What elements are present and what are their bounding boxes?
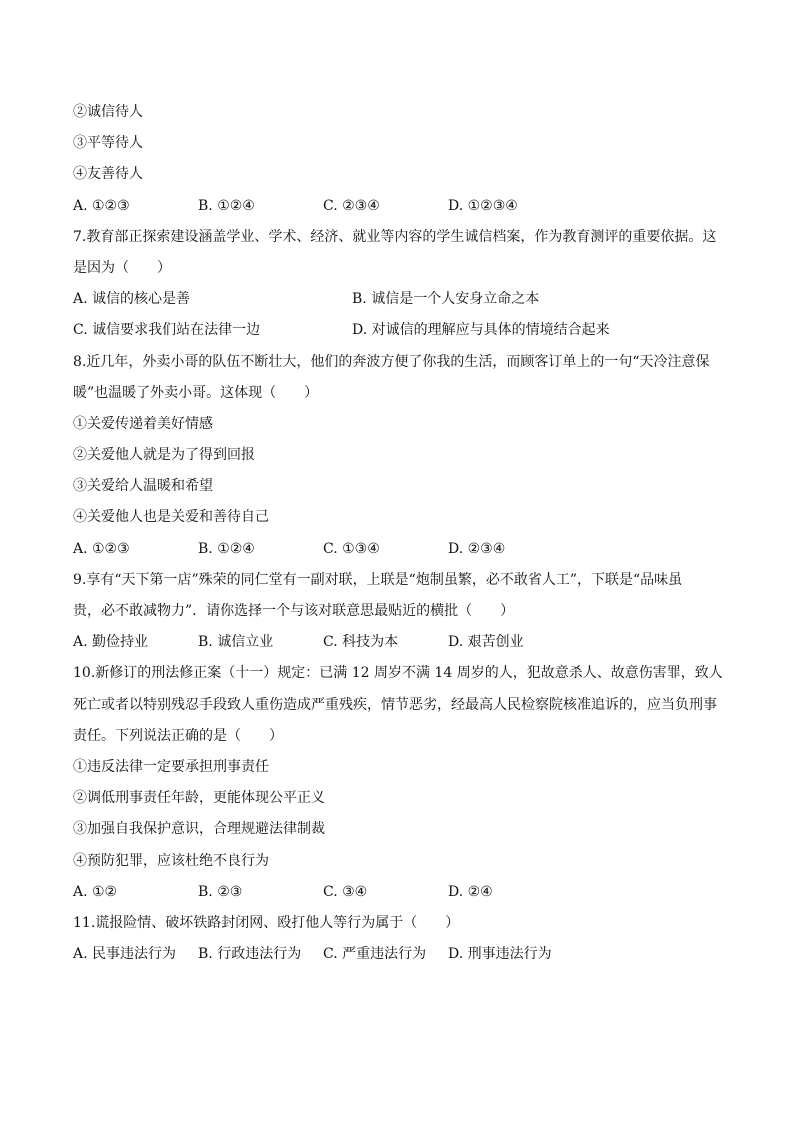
q8-stem-line-2: 暖”也温暖了外卖小哥。这体现（ ） [73,384,319,401]
q8-option-d: D. ②③④ [448,540,506,557]
q7-options-row-2 [73,315,723,346]
q9-stem-line-2: 贵，必不敢减物力”．请你选择一个与该对联意思最贴近的横批（ ） [73,603,515,619]
q7-stem-line-2: 是因为（ ） [73,259,171,276]
q8-options [73,534,723,565]
q8-option-b: B. ①②④ [198,540,255,557]
q8-item-4: ④关爱他人也是关爱和善待自己 [73,509,269,526]
q10-item-2: ②调低刑事责任年龄，更能体现公平正义 [73,790,325,807]
q6-item-4: ④友善待人 [73,166,143,183]
q10-item-1: ①违反法律一定要承担刑事责任 [73,758,269,775]
q10-item-3: ③加强自我保护意识，合理规避法律制裁 [73,821,325,838]
q8-item-1: ①关爱传递着美好情感 [73,415,213,432]
q7-option-c: C. 诚信要求我们站在法律一边 [73,322,261,339]
q7-option-a: A. 诚信的核心是善 [73,291,191,308]
q7-option-d: D. 对诚信的理解应与具体的情境结合起来 [352,322,610,339]
q6-option-a: A. ①②③ [73,197,130,214]
q10-option-d: D. ②④ [448,883,493,900]
q11-option-a: A. 民事违法行为 [73,946,177,963]
q8-item-2: ②关爱他人就是为了得到回报 [73,447,255,464]
q10-stem-line-3: 责任。下列说法正确的是（ ） [73,727,283,744]
q8-option-a: A. ①②③ [73,540,130,557]
q10-option-b: B. ②③ [198,883,243,900]
q11-option-c: C. 严重违法行为 [323,946,427,963]
q6-item-3: ③平等待人 [73,135,143,152]
q10-option-c: C. ③④ [323,883,368,900]
q8-stem-line-1: 8.近几年，外卖小哥的队伍不断壮大，他们的奔波方便了你我的生活，而顾客订单上的一句“天冷注意保 [73,353,710,370]
q10-item-4: ④预防犯罪，应该杜绝不良行为 [73,852,269,869]
q9-stem-line-1: 9.享有“天下第一店”殊荣的同仁堂有一副对联，上联是“炮制虽繁，必不敢省人工”，下联是“品味虽 [73,571,683,588]
q6-option-c: C. ②③④ [323,197,380,214]
q9-option-a: A. 勤俭持业 [73,634,149,651]
q7-option-b: B. 诚信是一个人安身立命之本 [352,291,540,308]
q11-stem-line-1: 11.谎报险情、破坏铁路封闭网、殴打他人等行为属于（ ） [73,914,460,931]
q9-option-c: C. 科技为本 [323,634,399,651]
exam-page [73,97,723,970]
q6-option-d: D. ①②③④ [448,197,518,214]
q8-item-3: ③关爱给人温暖和希望 [73,478,213,495]
q10-option-a: A. ①② [73,883,118,900]
q6-option-b: B. ①②④ [198,197,255,214]
q8-option-c: C. ①③④ [323,540,380,557]
q11-option-b: B. 行政违法行为 [198,946,302,963]
q10-stem-line-1: 10.新修订的刑法修正案（十一）规定：已满 12 周岁不满 14 周岁的人，犯故意杀人、故意伤害罪，致人 [73,665,723,682]
q7-options-row-1 [73,284,723,315]
q11-option-d: D. 刑事违法行为 [448,946,552,963]
q10-stem-line-2: 死亡或者以特别残忍手段致人重伤造成严重残疾，情节恶劣，经最高人民检察院核准追诉的，应当负刑事 [73,696,717,713]
q9-option-d: D. 艰苦创业 [448,634,524,651]
q11-options [73,939,723,970]
q9-option-b: B. 诚信立业 [198,634,274,651]
q6-item-2: ②诚信待人 [73,104,143,120]
q10-options [73,877,723,908]
q7-stem-line-1: 7.教育部正探索建设涵盖学业、学术、经济、就业等内容的学生诚信档案，作为教育测评的重要依据。这 [73,228,717,245]
q9-options [73,627,723,658]
q6-options [73,191,723,222]
